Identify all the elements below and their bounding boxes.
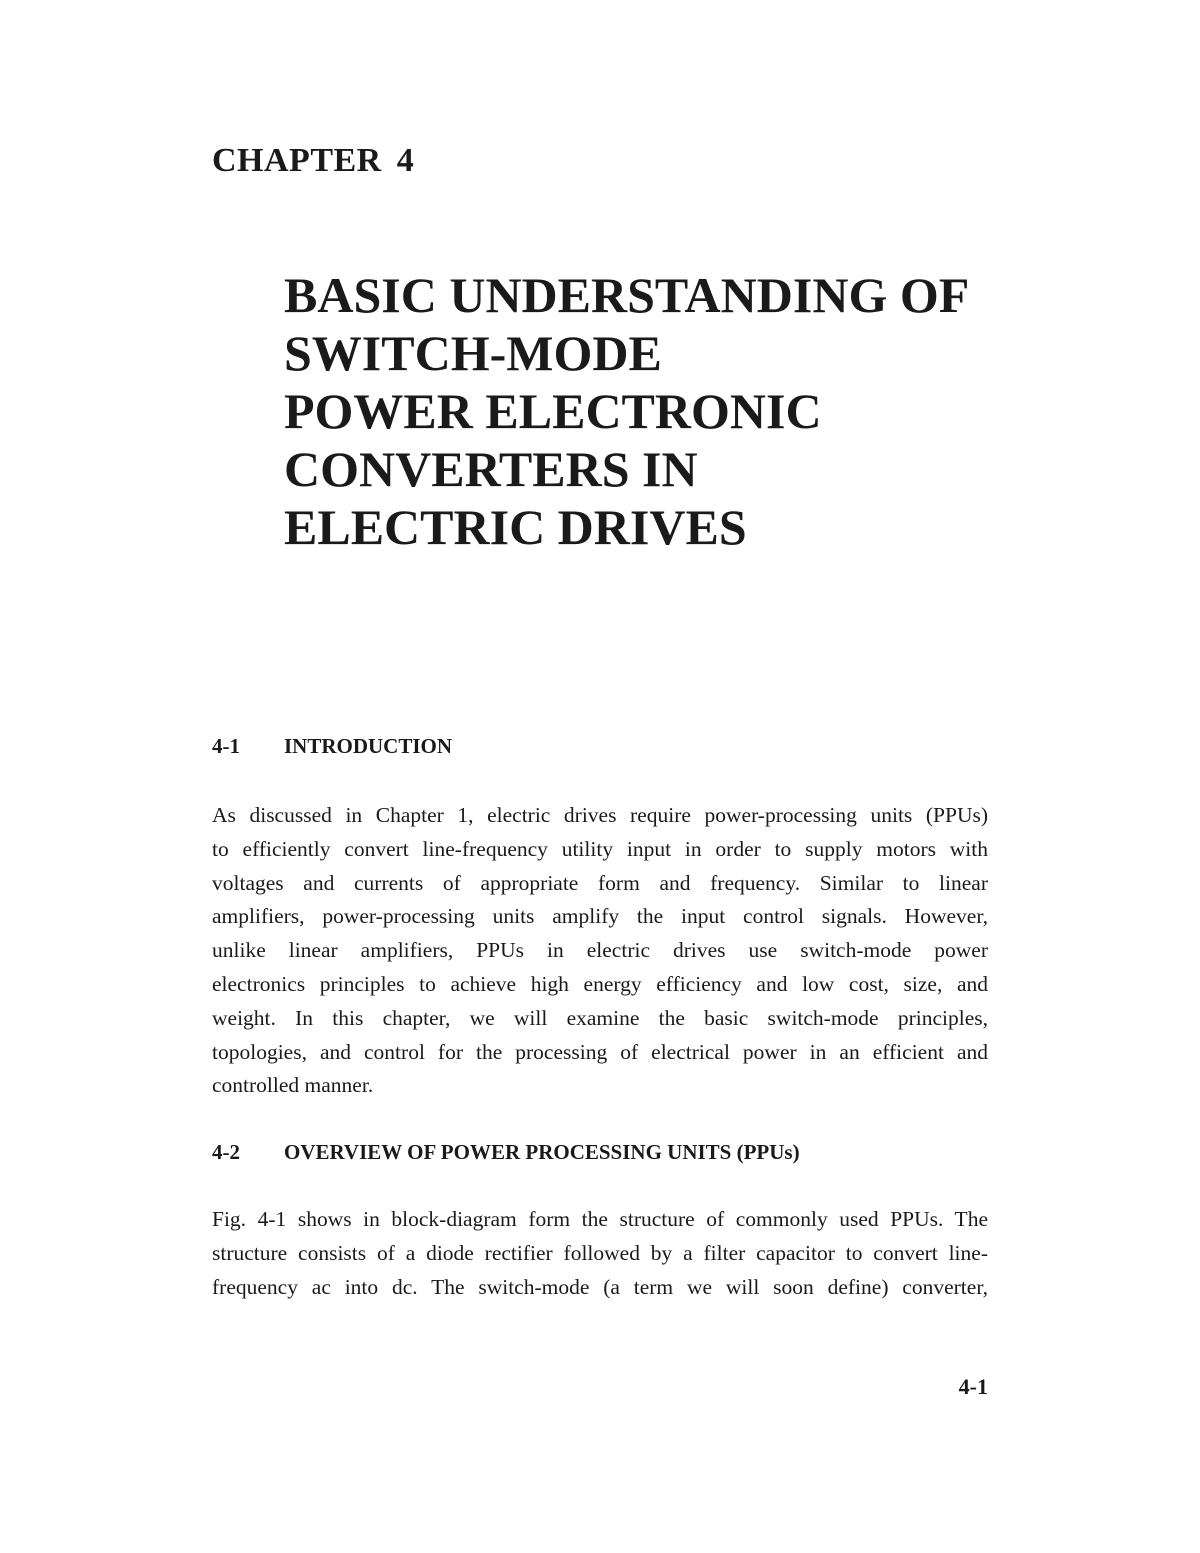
paragraph-line: voltages and currents of appropriate form and frequency. Similar to linear (212, 870, 988, 895)
paragraph-line: controlled manner. (212, 1073, 374, 1098)
paragraph-line: amplifiers, power-processing units amplify the input control signals. However, (212, 904, 988, 929)
chapter-title-line: POWER ELECTRONIC (284, 383, 822, 439)
paragraph-line: structure consists of a diode rectifier followed by a filter capacitor to convert line- (212, 1240, 988, 1265)
paragraph-line: unlike linear amplifiers, PPUs in electric drives use switch-mode power (212, 938, 988, 963)
introduction-paragraph (212, 799, 988, 1103)
section-number: 4-2 (212, 1140, 240, 1164)
chapter-title-line: CONVERTERS IN (284, 441, 698, 497)
paragraph-line: As discussed in Chapter 1, electric drives require power-processing units (PPUs) (212, 803, 988, 827)
overview-paragraph (212, 1203, 988, 1304)
paragraph-line: weight. In this chapter, we will examine the basic switch-mode principles, (212, 1005, 988, 1030)
paragraph-line: electronics principles to achieve high energy efficiency and low cost, size, and (212, 971, 988, 996)
section-heading-overview (212, 1140, 800, 1165)
section-title: OVERVIEW OF POWER PROCESSING UNITS (PPUs) (284, 1140, 800, 1164)
chapter-label: CHAPTER 4 (212, 142, 415, 179)
paragraph-line: to efficiently convert line-frequency utility input in order to supply motors with (212, 836, 988, 861)
chapter-title (284, 266, 1024, 556)
chapter-title-line: ELECTRIC DRIVES (284, 499, 747, 555)
paragraph-line: frequency ac into dc. The switch-mode (a term we will soon define) converter, (212, 1274, 988, 1299)
chapter-title-line: BASIC UNDERSTANDING OF (284, 267, 970, 323)
section-heading-introduction (212, 734, 452, 759)
section-title: INTRODUCTION (284, 734, 453, 758)
page-number: 4-1 (958, 1374, 988, 1399)
paragraph-line: Fig. 4-1 shows in block-diagram form the structure of commonly used PPUs. The (212, 1207, 988, 1231)
paragraph-line: topologies, and control for the processing of electrical power in an efficient and (212, 1039, 988, 1064)
chapter-title-line: SWITCH-MODE (284, 325, 662, 381)
section-number: 4-1 (212, 734, 240, 758)
